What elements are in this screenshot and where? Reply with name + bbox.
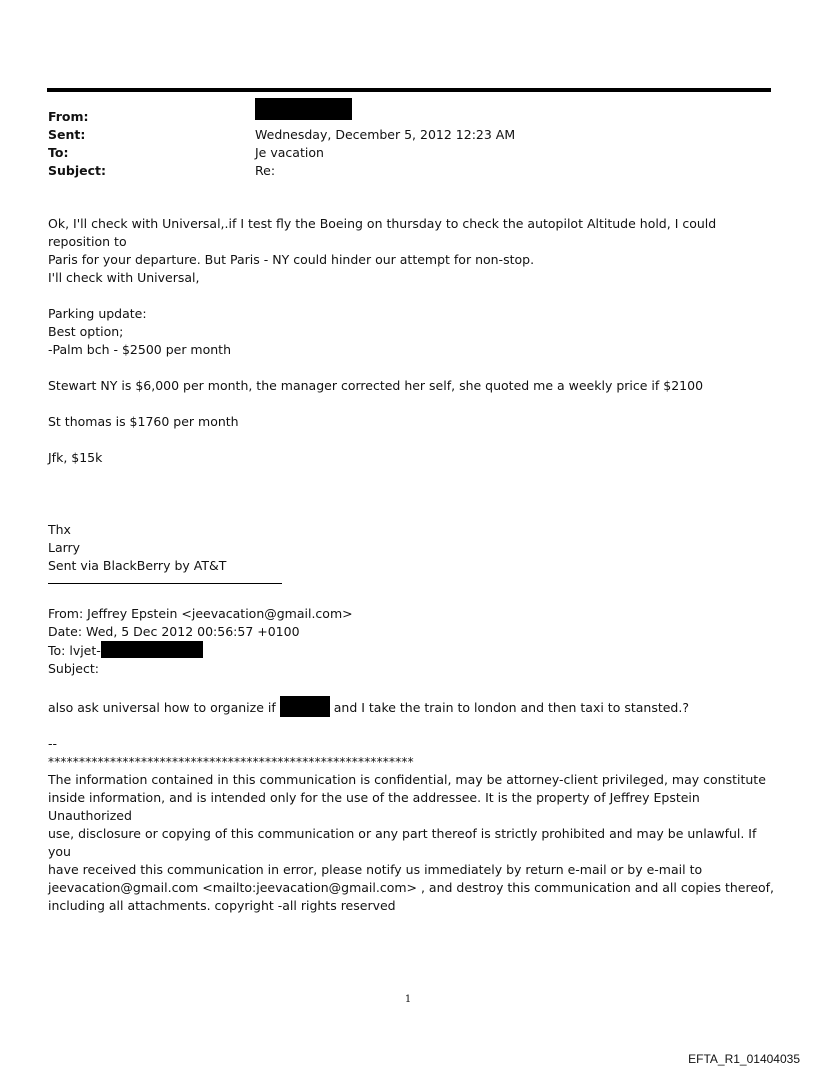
orig-subject: Subject: — [48, 661, 99, 676]
body-line: Jfk, $15k — [48, 450, 103, 465]
disclaimer-line: including all attachments. copyright -all rights reserved — [48, 898, 396, 913]
body-line: Best option; — [48, 324, 124, 339]
signature-name: Larry — [48, 540, 81, 555]
signoff: Thx — [48, 522, 71, 537]
body-line: Stewart NY is $6,000 per month, the manager corrected her self, she quoted me a weekly price if $2100 — [48, 378, 704, 393]
orig-to-prefix: To: lvjet- — [48, 643, 101, 658]
disclaimer-line: jeevacation@gmail.com <mailto:jeevacation@gmail.com> , and destroy this communication and all copies thereof, — [48, 880, 775, 895]
orig-from: From: Jeffrey Epstein <jeevacation@gmail.com> — [48, 606, 353, 621]
orig-to — [48, 641, 778, 660]
disclaimer-line: inside information, and is intended only for the use of the addressee. It is the property of Jeffrey Epstein Unauthorized — [48, 790, 700, 823]
redaction-block — [280, 696, 330, 717]
sent-row — [48, 125, 768, 143]
body-line: -Palm bch - $2500 per month — [48, 342, 232, 357]
from-row — [48, 107, 768, 125]
document-id: EFTA_R1_01404035 — [688, 1052, 800, 1066]
redaction-block — [101, 641, 203, 658]
subject-label: Subject: — [48, 162, 106, 178]
orig-body — [48, 696, 778, 717]
separator-dashes: -- — [48, 736, 58, 751]
email-header — [48, 107, 768, 179]
disclaimer-line: use, disclosure or copying of this communication or any part thereof is strictly prohibited and may be unlawful. If you — [48, 826, 757, 859]
disclaimer-line: have received this communication in error, please notify us immediately by return e-mail or by e-mail to — [48, 862, 703, 877]
sent-value: Wednesday, December 5, 2012 12:23 AM — [255, 126, 516, 142]
separator-stars: *********************************************************** — [48, 755, 414, 769]
to-value: Je vacation — [255, 144, 324, 160]
to-label: To: — [48, 144, 69, 160]
subject-row — [48, 161, 768, 179]
orig-body-before: also ask universal how to organize if — [48, 700, 276, 715]
body-line: I'll check with Universal, — [48, 270, 200, 285]
body-line: St thomas is $1760 per month — [48, 414, 239, 429]
from-label: From: — [48, 108, 89, 124]
header-divider — [47, 88, 771, 92]
sent-label: Sent: — [48, 126, 86, 142]
body-line: Paris for your departure. But Paris - NY could hinder our attempt for non-stop. — [48, 252, 535, 267]
original-message-header — [48, 605, 778, 678]
body-line: Ok, I'll check with Universal,.if I test fly the Boeing on thursday to check the autopilot Altitude hold, I could reposition to — [48, 216, 717, 249]
disclaimer-line: The information contained in this communication is confidential, may be attorney-client privileged, may constitute — [48, 772, 766, 787]
sent-via: Sent via BlackBerry by AT&T — [48, 558, 227, 573]
orig-date: Date: Wed, 5 Dec 2012 00:56:57 +0100 — [48, 624, 300, 639]
redaction-block — [255, 98, 352, 120]
page-number: 1 — [404, 994, 412, 1005]
email-body — [48, 215, 778, 915]
parking-title: Parking update: — [48, 306, 147, 321]
to-row — [48, 143, 768, 161]
subject-value: Re: — [255, 162, 276, 178]
orig-body-after: and I take the train to london and then taxi to stansted.? — [333, 700, 689, 715]
